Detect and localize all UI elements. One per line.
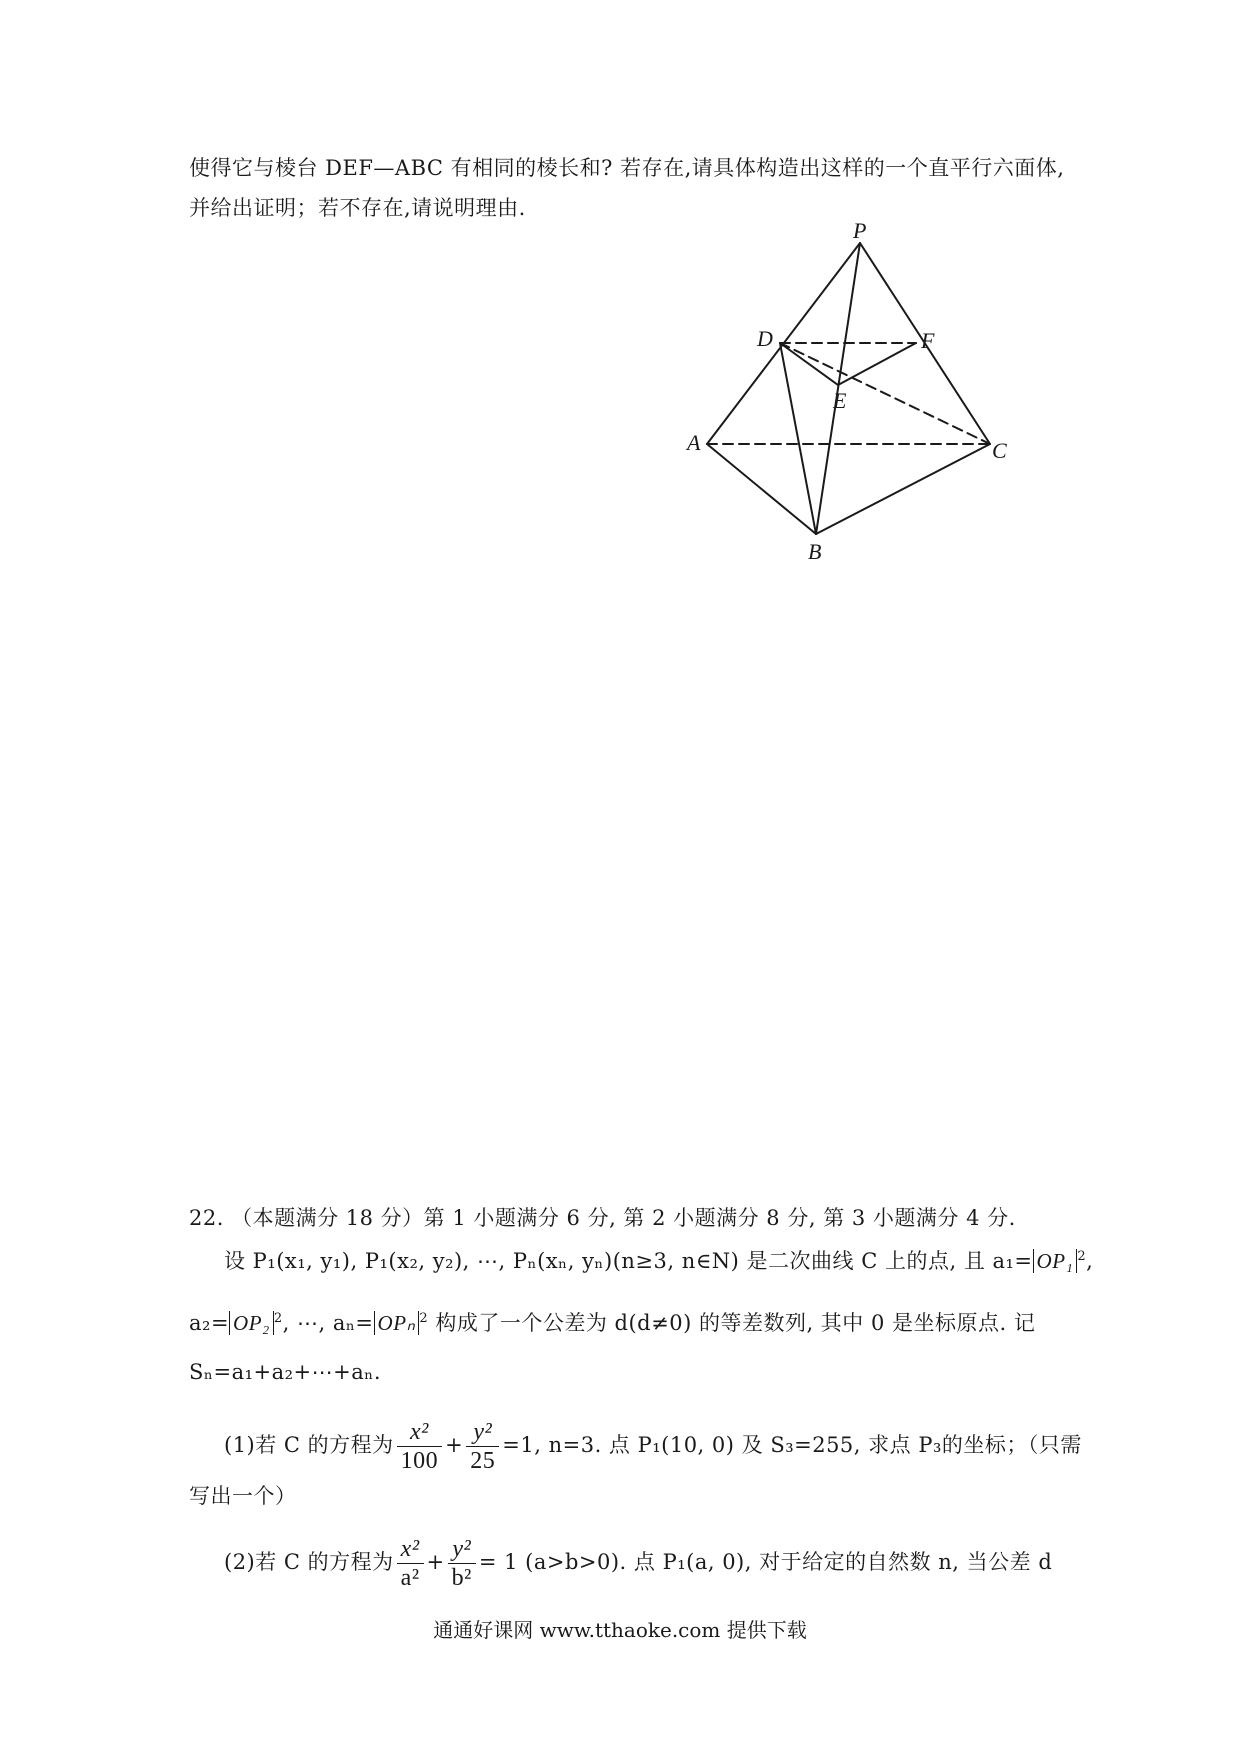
label-D: D <box>757 326 773 351</box>
problem22-part2: (2)若 C 的方程为 $\frac{\text{x²}}{\text{a²}}$ + $\frac{\text{y²}}{\text{b²}}$ = 1 (a>b>0). 点 P₁(a, 0), 对于给定的自然数 n, 当公差 d <box>224 1536 1053 1591</box>
pyramid-frustum-figure <box>685 218 1015 568</box>
problem21-line1: 使得它与棱台 DEF—ABC 有相同的棱长和? 若存在,请具体构造出这样的一个直平行六面体, <box>189 156 1065 180</box>
problem22-part1-cont: 写出一个） <box>189 1484 297 1508</box>
label-B: B <box>808 539 822 564</box>
problem22-header: 22. （本题满分 18 分）第 1 小题满分 6 分, 第 2 小题满分 8 分, 第 3 小题满分 4 分. <box>189 1206 1016 1230</box>
problem22-intro-line2: a₂= OP₂ $^2$, ⋯, aₙ= OPₙ $^2$ 构成了一个公差为 d(d≠0) 的等差数列, 其中 0 是坐标原点. 记 <box>189 1311 1036 1335</box>
abs-OPn: OPₙ <box>374 1311 420 1335</box>
edge-BC <box>816 444 990 534</box>
problem22-intro-line1: 设 P₁(x₁, y₁), P₁(x₂, y₂), ⋯, Pₙ(xₙ, yₙ)(n≥3, n∈N) 是二次曲线 C 上的点, 且 a₁= OP₁ $^2$, <box>224 1249 1094 1273</box>
edge-DB <box>780 343 816 534</box>
problem22-part1: (1)若 C 的方程为 $\frac{\text{x²}}{100}$ + $\frac{\text{y²}}{25}$ =1, n=3. 点 P₁(10, 0) 及 S₃=255, 求点 P₃的坐标；（只需 <box>224 1419 1082 1474</box>
footer-source: 通通好课网 www.tthaoke.com 提供下载 <box>433 1618 807 1642</box>
label-C: C <box>992 438 1007 463</box>
problem22-sum-def: Sₙ=a₁+a₂+⋯+aₙ. <box>189 1360 382 1384</box>
problem21-line2: 并给出证明；若不存在,请说明理由. <box>189 196 526 220</box>
edge-EF <box>838 343 916 385</box>
edge-DE <box>780 343 838 385</box>
label-F: F <box>921 328 935 353</box>
frac-x2-a2: $\frac{\text{x²}}{\text{a²}}$ <box>397 1535 424 1592</box>
edge-AB <box>707 444 816 534</box>
label-A: A <box>687 430 701 455</box>
frac-y2-25: $\frac{\text{y²}}{25}$ <box>466 1418 499 1475</box>
frac-x2-100: $\frac{\text{x²}}{100}$ <box>397 1418 443 1475</box>
label-E: E <box>833 388 847 413</box>
abs-OP1: OP₁ <box>1033 1249 1078 1273</box>
label-P: P <box>853 218 867 243</box>
frac-y2-b2: $\frac{\text{y²}}{\text{b²}}$ <box>448 1535 476 1592</box>
abs-OP2: OP₂ <box>229 1311 274 1335</box>
